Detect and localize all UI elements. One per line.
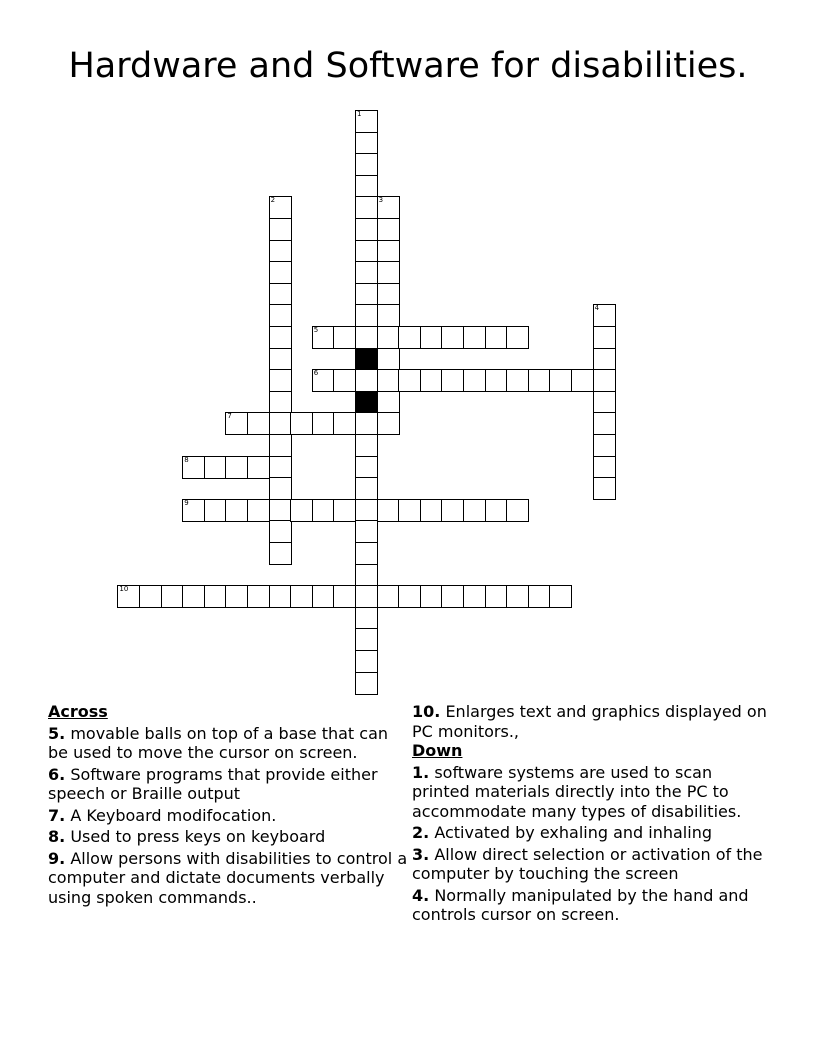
crossword-cell[interactable]	[355, 304, 378, 327]
crossword-cell[interactable]	[355, 132, 378, 155]
crossword-cell[interactable]	[269, 520, 292, 543]
crossword-cell[interactable]	[182, 456, 205, 479]
crossword-cell[interactable]	[355, 542, 378, 565]
crossword-cell[interactable]	[506, 369, 529, 392]
crossword-cell[interactable]	[269, 326, 292, 349]
crossword-cell[interactable]	[398, 585, 421, 608]
crossword-cell[interactable]	[225, 456, 248, 479]
crossword-cell[interactable]	[377, 261, 400, 284]
crossword-cell[interactable]	[355, 153, 378, 176]
crossword-cell[interactable]	[593, 304, 616, 327]
crossword-cell[interactable]	[355, 520, 378, 543]
crossword-cell[interactable]	[333, 369, 356, 392]
clue-number-6: 6	[313, 369, 319, 378]
crossword-cell[interactable]	[593, 434, 616, 457]
crossword-cell[interactable]	[312, 412, 335, 435]
crossword-cell[interactable]	[506, 326, 529, 349]
crossword-cell[interactable]	[355, 283, 378, 306]
crossword-cell[interactable]	[377, 196, 400, 219]
crossword-cell[interactable]	[377, 304, 400, 327]
crossword-cell[interactable]	[377, 369, 400, 392]
clue-across-5: 5. movable balls on top of a base that can be used to move the cursor on screen.	[48, 723, 389, 762]
crossword-cell[interactable]	[269, 196, 292, 219]
clue-number-4: 4	[594, 304, 600, 313]
crossword-cell[interactable]	[333, 326, 356, 349]
clue-number-8: 8	[184, 455, 189, 464]
crossword-cell[interactable]	[333, 412, 356, 435]
crossword-cell[interactable]	[463, 369, 486, 392]
clue-number-3: 3	[378, 196, 384, 205]
clues-column-left	[48, 702, 408, 907]
crossword-cell[interactable]	[269, 348, 292, 371]
crossword-cell[interactable]	[398, 499, 421, 522]
crossword-cell[interactable]	[549, 369, 572, 392]
crossword-cell[interactable]	[528, 585, 551, 608]
crossword-cell[interactable]	[247, 456, 270, 479]
crossword-cell[interactable]	[355, 456, 378, 479]
down-heading: Down	[412, 741, 463, 760]
crossword-cell[interactable]	[290, 412, 313, 435]
crossword-cell[interactable]	[269, 304, 292, 327]
clue-number-10: 10	[119, 585, 129, 594]
crossword-cell[interactable]	[398, 326, 421, 349]
crossword-cell[interactable]	[269, 412, 292, 435]
crossword-cell[interactable]	[355, 585, 378, 608]
crossword-cell[interactable]	[204, 585, 227, 608]
crossword-cell[interactable]	[269, 218, 292, 241]
crossword-cell[interactable]	[355, 218, 378, 241]
crossword-cell[interactable]	[269, 542, 292, 565]
black-cell	[355, 391, 378, 414]
crossword-cell[interactable]	[312, 585, 335, 608]
crossword-cell[interactable]	[593, 348, 616, 371]
crossword-cell[interactable]	[247, 499, 270, 522]
crossword-cell[interactable]	[377, 240, 400, 263]
crossword-cell[interactable]	[377, 348, 400, 371]
clue-across-10: 10. Enlarges text and graphics displayed on PC monitors.,	[412, 702, 767, 741]
crossword-cell[interactable]	[377, 412, 400, 435]
crossword-cell[interactable]	[593, 391, 616, 414]
crossword-cell[interactable]	[312, 326, 335, 349]
crossword-cell[interactable]	[225, 585, 248, 608]
crossword-cell[interactable]	[225, 499, 248, 522]
clue-across-9: 9. Allow persons with disabilities to control a computer and dictate documents verbally using spoken commands..	[48, 848, 408, 907]
crossword-cell[interactable]	[355, 607, 378, 630]
crossword-cell[interactable]	[312, 499, 335, 522]
crossword-cell[interactable]	[269, 240, 292, 263]
clue-number-5: 5	[313, 326, 319, 334]
crossword-cell[interactable]	[269, 261, 292, 284]
clue-number-1: 1	[357, 110, 362, 118]
crossword-cell[interactable]	[355, 412, 378, 435]
crossword-cell[interactable]	[290, 585, 313, 608]
clue-across-7: 7. A Keyboard modifocation.	[48, 805, 277, 825]
crossword-cell[interactable]	[377, 326, 400, 349]
clue-number-7: 7	[227, 412, 232, 421]
crossword-cell[interactable]	[355, 499, 378, 522]
crossword-cell[interactable]	[398, 369, 421, 392]
crossword-cell[interactable]	[355, 628, 378, 651]
crossword-cell[interactable]	[269, 434, 292, 457]
crossword-cell[interactable]	[377, 499, 400, 522]
crossword-cell[interactable]	[593, 412, 616, 435]
crossword-cell[interactable]	[506, 499, 529, 522]
crossword-cell[interactable]	[161, 585, 184, 608]
clue-across-6: 6. Software programs that provide either speech or Braille output	[48, 764, 378, 803]
clue-number-2: 2	[270, 196, 276, 205]
crossword-cell[interactable]	[355, 196, 378, 219]
crossword-cell[interactable]	[463, 585, 486, 608]
crossword-cell[interactable]	[377, 283, 400, 306]
crossword-cell[interactable]	[528, 369, 551, 392]
crossword-cell[interactable]	[355, 175, 378, 198]
page-title: Hardware and Software for disabilities.	[68, 46, 748, 86]
crossword-cell[interactable]	[593, 326, 616, 349]
crossword-cell[interactable]	[377, 585, 400, 608]
crossword-cell[interactable]	[355, 240, 378, 263]
crossword-cell[interactable]	[441, 369, 464, 392]
crossword-cell[interactable]	[182, 585, 205, 608]
crossword-cell[interactable]	[269, 456, 292, 479]
crossword-cell[interactable]	[593, 456, 616, 479]
clue-down-3: 3. Allow direct selection or activation of the computer by touching the screen	[412, 844, 763, 883]
clue-down-2: 2. Activated by exhaling and inhaling	[412, 823, 712, 842]
crossword-cell[interactable]	[269, 585, 292, 608]
clue-down-4: 4. Normally manipulated by the hand and controls cursor on screen.	[412, 885, 749, 924]
crossword-cell[interactable]	[593, 477, 616, 500]
crossword-cell[interactable]	[247, 412, 270, 435]
crossword-cell[interactable]	[247, 585, 270, 608]
crossword-cell[interactable]	[333, 499, 356, 522]
across-heading: Across	[48, 702, 108, 721]
clue-down-1: 1. software systems are used to scan printed materials directly into the PC to accommodate many types of disabilities.	[412, 762, 742, 821]
crossword-cell[interactable]	[333, 585, 356, 608]
crossword-cell[interactable]	[420, 326, 443, 349]
crossword-cell[interactable]	[355, 672, 378, 695]
crossword-cell[interactable]	[204, 456, 227, 479]
crossword-cell[interactable]	[225, 412, 248, 435]
crossword-cell[interactable]	[420, 499, 443, 522]
black-cell	[355, 348, 378, 371]
crossword-cell[interactable]	[355, 434, 378, 457]
crossword-cell[interactable]	[485, 326, 508, 349]
crossword-cell[interactable]	[139, 585, 162, 608]
crossword-cell[interactable]	[355, 261, 378, 284]
crossword-cell[interactable]	[441, 499, 464, 522]
crossword-cell[interactable]	[593, 369, 616, 392]
clue-number-9: 9	[184, 498, 189, 507]
crossword-cell[interactable]	[485, 499, 508, 522]
crossword-cell[interactable]	[355, 650, 378, 673]
crossword-cell[interactable]	[355, 477, 378, 500]
crossword-cell[interactable]	[355, 110, 378, 133]
crossword-cell[interactable]	[463, 499, 486, 522]
crossword-cell[interactable]	[117, 585, 140, 608]
crossword-cell[interactable]	[549, 585, 572, 608]
crossword-cell[interactable]	[355, 369, 378, 392]
crossword-cell[interactable]	[182, 499, 205, 522]
crossword-cell[interactable]	[355, 564, 378, 587]
crossword-cell[interactable]	[441, 326, 464, 349]
clues-column-right	[412, 702, 772, 925]
crossword-cell[interactable]	[420, 369, 443, 392]
crossword-cell[interactable]	[355, 326, 378, 349]
crossword-cell[interactable]	[269, 477, 292, 500]
crossword-cell[interactable]	[485, 585, 508, 608]
clue-across-8: 8. Used to press keys on keyboard	[48, 827, 326, 846]
crossword-cell[interactable]	[463, 326, 486, 349]
crossword-cell[interactable]	[420, 585, 443, 608]
crossword-cell[interactable]	[269, 283, 292, 306]
crossword-cell[interactable]	[204, 499, 227, 522]
crossword-cell[interactable]	[377, 391, 400, 414]
crossword-cell[interactable]	[485, 369, 508, 392]
crossword-cell[interactable]	[269, 391, 292, 414]
crossword-cell[interactable]	[377, 218, 400, 241]
crossword-cell[interactable]	[269, 499, 292, 522]
crossword-cell[interactable]	[571, 369, 594, 392]
crossword-cell[interactable]	[290, 499, 313, 522]
crossword-cell[interactable]	[506, 585, 529, 608]
crossword-cell[interactable]	[269, 369, 292, 392]
crossword-cell[interactable]	[312, 369, 335, 392]
crossword-cell[interactable]	[441, 585, 464, 608]
